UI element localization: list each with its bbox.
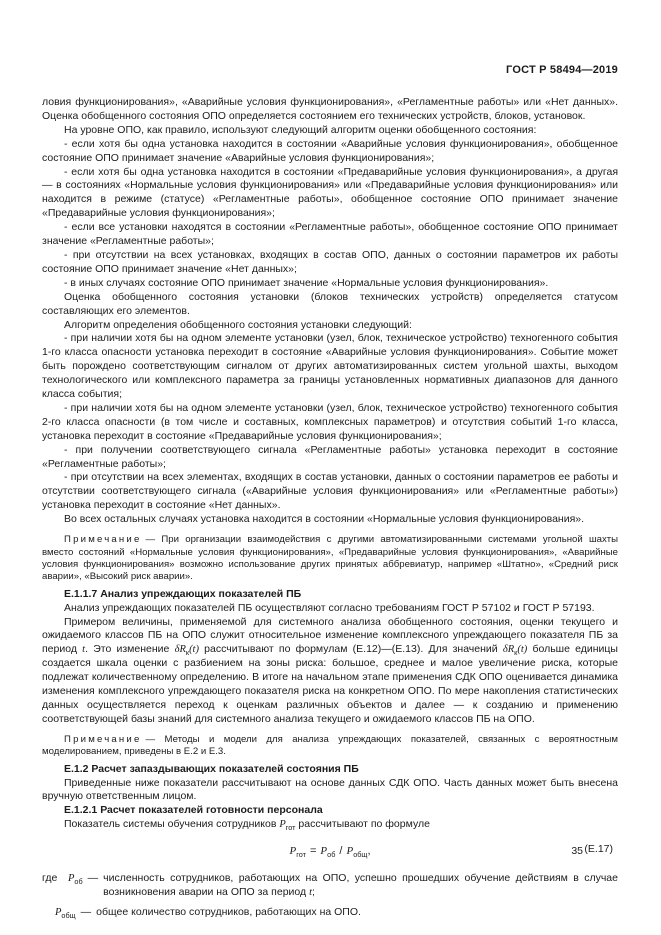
formula-expression bbox=[289, 845, 371, 860]
note-text: — При организации взаимодействия с другими автоматизированными системами угольной шахты вместо состояний «Нормальные условия функционирования», «Предаварийные условия функционирования», «Аварийные условия функционирования» возможно использование других принятых аббревиатур, например «Штатно», «Средний риск аварии», «Высокий риск аварии». bbox=[42, 534, 618, 583]
paragraph-lagging-intro: Приведенные ниже показатели рассчитывают на основе данных СДК ОПО. Часть данных может быть внесена вручную ответственным лицом. bbox=[42, 776, 618, 803]
dash: — bbox=[80, 905, 92, 918]
variable-p-obshch: $P_{общ}$ bbox=[55, 906, 76, 921]
variable-t: t bbox=[82, 644, 86, 656]
variable-p-got: $P_{гот}$ bbox=[289, 845, 306, 860]
list-item-unit-rule-2: - при наличии хотя бы на одном элементе установки (узел, блок, техническое устройство) техногенного события 2-го класса опасности (в том числе и составных, комплексных параметров) и отсутствия событий 1-го класса, установка переходит в состояние «Предаварийные условия функционирования»; bbox=[42, 401, 618, 442]
where-lead-spacer bbox=[42, 906, 55, 920]
equals-sign: = bbox=[309, 845, 317, 858]
dash: — bbox=[87, 872, 99, 885]
where-definition: численность сотрудников, работающих на ОПО, успешно прошедших обучение действиям в случае возникновения аварии на ОПО за период t; bbox=[103, 872, 618, 899]
list-item-unit-rule-1: - при наличии хотя бы на одном элементе установки (узел, блок, техническое устройство) техногенного события 1-го класса опасности установка переходит в состояние «Аварийные условия функционирования». Событие может быть порождено соответствующим сигналом от других автоматизированных систем угольной шахты, выходом технологического или комплексного параметра за границы установленных нормативных диапазонов для данного класса события; bbox=[42, 332, 618, 401]
paragraph-unit-algorithm-intro: Алгоритм определения обобщенного состояния установки следующий: bbox=[64, 318, 412, 331]
paragraph-leading-analysis: Анализ упреждающих показателей ПБ осуществляют согласно требованиям ГОСТ Р 57102 и ГОСТ Р 57193. bbox=[64, 601, 595, 614]
note-label: Примечание bbox=[64, 534, 142, 546]
paragraph-opo-algorithm-intro: На уровне ОПО, как правило, используют следующий алгоритм оценки обобщенного состояния: bbox=[64, 123, 537, 136]
paragraph-leading-example: Примером величины, применяемой для системного анализа обобщенного состояния, оценки текущего и ожидаемого классов ПБ на ОПО служит относительное изменение комплексного упреждающего показателя ПБ за период t. Это изменение $\delta R_к(t)$ рассчитывают по формулам (Е.12)—(Е.13). Для значений $\delta R_к(t)$ больше единицы создается шкала оценки с разбиением на зоны риска: большое, среднее и малое увеличение риска, которые подлежат количественному определению. В итоге на начальном этапе применения СДК ОПО оценивается динамика изменения комплексного упреждающего показателя риска на конкретном ОПО. По мере накопления статистических данных осуществляется переход к оценкам различных объектов и далее — к созданию и применению соответствующей базы знаний для системного анализа текущего и ожидаемого классов ПБ на ОПО. bbox=[42, 615, 618, 725]
list-item-opo-rule-3: - если все установки находятся в состоянии «Регламентные работы», обобщенное состояние ОПО принимает значение «Регламентные работы»; bbox=[42, 221, 618, 248]
note-label: Примечание bbox=[64, 733, 142, 745]
paragraph-unit-state: Оценка обобщенного состояния установки (блоков технических устройств) определяется статусом составляющих его элементов. bbox=[42, 290, 618, 317]
page-number: 35 bbox=[571, 845, 583, 857]
variable-p-obshch: $P_{общ}$ bbox=[346, 845, 368, 860]
formula-number: (Е.17) bbox=[584, 843, 613, 856]
list-item-opo-rule-1: - если хотя бы одна установка находится в состоянии «Аварийные условия функционирования», обобщенное состояние ОПО принимает значение «Аварийные условия функционирования»; bbox=[42, 137, 618, 164]
divide-sign: / bbox=[339, 845, 343, 858]
paragraph-formula-intro: Показатель системы обучения сотрудников $P_{гот}$ рассчитывают по формуле bbox=[64, 818, 430, 833]
list-item-unit-rule-3: - при получении соответствующего сигнала «Регламентные работы» установка переходит в состояние «Регламентные работы»; bbox=[42, 443, 618, 470]
heading-e1-2-1: Е.1.2.1 Расчет показателей готовности персонала bbox=[64, 804, 323, 817]
variable-delta-r: $\delta R_к(t)$ bbox=[502, 644, 528, 658]
paragraph-continuation: ловия функционирования», «Аварийные условия функционирования», «Регламентные работы» или «Нет данных». Оценка обобщенного состояния ОПО определяется состоянием его технических устройств, блоков, установок. bbox=[42, 96, 618, 122]
heading-e1-2: Е.1.2 Расчет запаздывающих показателей состояния ПБ bbox=[64, 762, 359, 775]
list-item-opo-rule-4: - при отсутствии на всех установках, входящих в состав ОПО, данных о состоянии параметров их работы состояние ОПО принимает значение «Нет данных»; bbox=[42, 248, 618, 275]
list-item-unit-rule-4: - при отсутствии на всех элементах, входящих в состав установки, данных о состоянии параметров ее работы и отсутствии соответствующего сигнала («Аварийные условия функционирования» или «Регламентные работы») установка переходит в состояние «Нет данных». bbox=[42, 471, 618, 512]
paragraph-all-other-cases: Во всех остальных случаях установка находится в состоянии «Нормальные условия функционирования». bbox=[64, 513, 585, 526]
where-definitions bbox=[42, 872, 618, 920]
document-content bbox=[42, 96, 618, 920]
list-item-opo-rule-5: - в иных случаях состояние ОПО принимает значение «Нормальные условия функционирования». bbox=[64, 276, 549, 289]
variable-delta-r: $\delta R_к(t)$ bbox=[174, 644, 199, 658]
variable-t: t bbox=[309, 887, 312, 899]
where-definition: общее количество сотрудников, работающих на ОПО. bbox=[96, 905, 361, 918]
formula-comma: , bbox=[367, 845, 371, 858]
note-text: — Методы и модели для анализа упреждающих показателей, связанных с вероятностным моделированием, приведены в Е.2 и Е.3. bbox=[42, 733, 618, 758]
page-header bbox=[42, 64, 618, 76]
variable-p-got: $P_{гот}$ bbox=[279, 819, 296, 833]
where-item-p-ob bbox=[42, 872, 618, 900]
note-2 bbox=[42, 734, 618, 759]
heading-e1-1-7: Е.1.1.7 Анализ упреждающих показателей ПБ bbox=[64, 587, 302, 600]
where-lead: где bbox=[42, 872, 58, 885]
document-code: ГОСТ Р 58494—2019 bbox=[506, 64, 618, 76]
note-1 bbox=[42, 534, 618, 584]
where-item-p-obshch bbox=[42, 906, 618, 920]
variable-p-ob: $P_{об}$ bbox=[68, 873, 83, 887]
variable-p-ob: $P_{об}$ bbox=[320, 845, 336, 860]
formula-e17 bbox=[42, 842, 618, 860]
list-item-opo-rule-2: - если хотя бы одна установка находится в состоянии «Предаварийные условия функционирования», а другая — в состояниях «Нормальные условия функционирования» или «Предаварийные условия функционирования» или находится в режиме (статусе) «Регламентные работы», обобщенное состояние ОПО принимает значение «Предаварийные условия функционирования»; bbox=[42, 165, 618, 220]
